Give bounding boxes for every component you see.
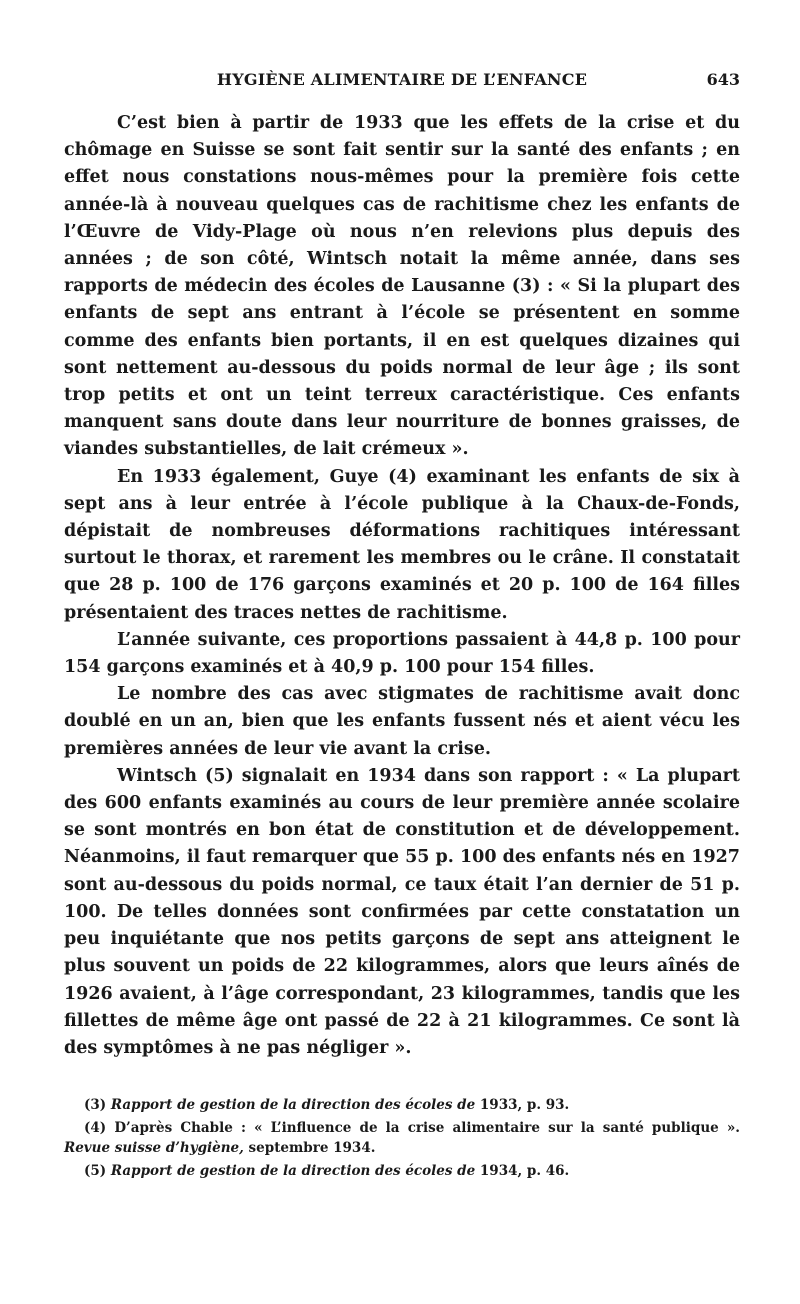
page-header: [64, 60, 740, 100]
running-title: HYGIÈNE ALIMENTAIRE DE L’ENFANCE: [216, 70, 588, 89]
footnote-number: (3): [84, 1097, 107, 1114]
paragraph: L’année suivante, ces proportions passaient à 44,8 p. 100 pour 154 garçons examinés et à 40,9 p. 100 pour 154 filles.: [64, 629, 740, 678]
footnote-text: D’après Chable : « L’influence de la crise alimentaire sur la santé publique ».: [114, 1120, 740, 1137]
paragraph: Le nombre des cas avec stigmates de rachitisme avait donc doublé en un an, bien que les enfants fussent nés et aient vécu les premières années de leur vie avant la crise.: [64, 684, 740, 759]
body-text: [64, 110, 740, 1062]
footnote-4: [64, 1118, 740, 1158]
document-page: [64, 60, 740, 1184]
footnote-journal: Revue suisse d’hygiène,: [64, 1140, 244, 1157]
footnote-number: (4): [84, 1120, 107, 1137]
paragraph: C’est bien à partir de 1933 que les effets de la crise et du chômage en Suisse se sont fait sentir sur la santé des enfants ; en effet nous constations nous-mêmes pour la première fois cette année-là à nouveau quelques cas de rachitisme chez les enfants de l’Œuvre de Vidy-Plage où nous n’en relevions plus depuis des années ; de son côté, Wintsch notait la même année, dans ses rapports de médecin des écoles de Lausanne (3) : « Si la plupart des enfants de sept ans entrant à l’école se présentent en somme comme des enfants bien portants, il en est quelques dizaines qui sont nettement au-dessous du poids normal de leur âge ; ils sont trop petits et ont un teint terreux caractéristique. Ces enfants manquent sans doute dans leur nourriture de bonnes graisses, de viandes substantielles, de lait crémeux ».: [64, 113, 740, 460]
footnote-detail: 1933, p. 93.: [475, 1097, 570, 1114]
footnote-detail: 1934, p. 46.: [475, 1163, 570, 1180]
footnote-5: [64, 1161, 740, 1181]
footnote-title: Rapport de gestion de la direction des écoles de: [110, 1097, 476, 1114]
footnotes: [64, 1095, 740, 1181]
paragraph: En 1933 également, Guye (4) examinant les enfants de six à sept ans à leur entrée à l’école publique à la Chaux-de-Fonds, dépistait de nombreuses déformations rachitiques intéressant surtout le thorax, et rarement les membres ou le crâne. Il constatait que 28 p. 100 de 176 garçons examinés et 20 p. 100 de 164 filles présentaient des traces nettes de rachitisme.: [64, 466, 740, 623]
page-number: 643: [706, 70, 740, 89]
footnote-detail: septembre 1934.: [243, 1140, 376, 1157]
footnote-3: [64, 1095, 740, 1115]
footnote-title: Rapport de gestion de la direction des écoles de: [110, 1163, 476, 1180]
footnote-number: (5): [84, 1163, 107, 1180]
paragraph: Wintsch (5) signalait en 1934 dans son rapport : « La plupart des 600 enfants examinés au cours de leur première année scolaire se sont montrés en bon état de constitution et de développement. Néanmoins, il faut remarquer que 55 p. 100 des enfants nés en 1927 sont au-dessous du poids normal, ce taux était l’an dernier de 51 p. 100. De telles données sont confirmées par cette constatation un peu inquiétante que nos petits garçons de sept ans atteignent le plus souvent un poids de 22 kilogrammes, alors que leurs aînés de 1926 avaient, à l’âge correspondant, 23 kilogrammes, tandis que les fillettes de même âge ont passé de 22 à 21 kilogrammes. Ce sont là des symptômes à ne pas négliger ».: [64, 765, 740, 1058]
